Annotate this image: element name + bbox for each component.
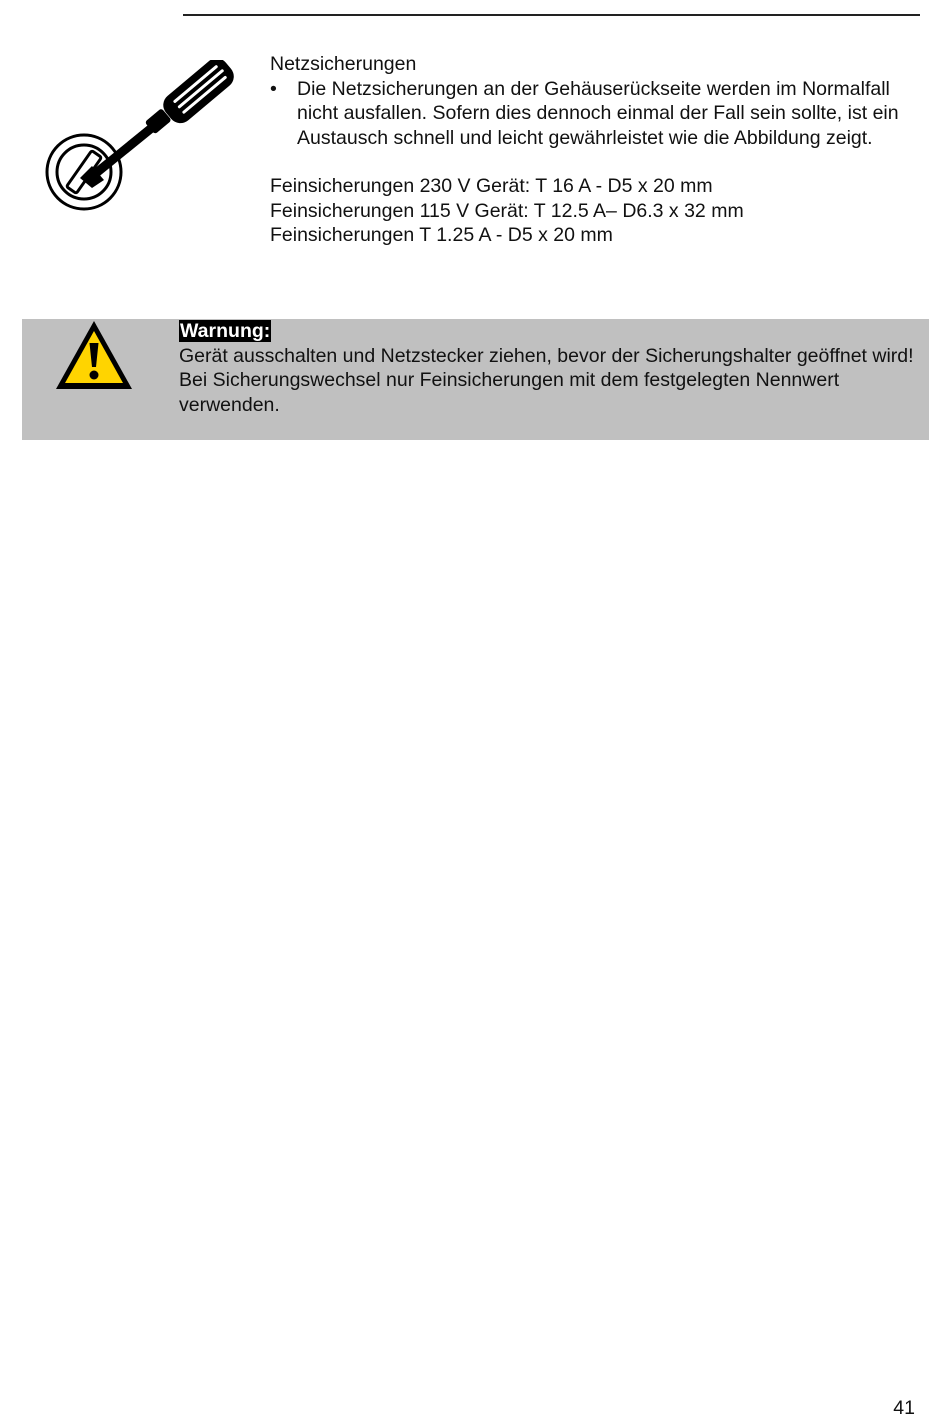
warning-label: Warnung: [180, 320, 271, 342]
screwdriver-fuse-icon [42, 60, 242, 220]
fuse-section [270, 52, 920, 248]
bullet-list [270, 77, 920, 151]
warning-box [22, 319, 929, 440]
warning-triangle-icon [54, 319, 134, 393]
list-item [270, 77, 920, 151]
bullet-icon: • [270, 77, 277, 100]
header-rule [183, 14, 920, 16]
section-heading: Netzsicherungen [270, 53, 417, 75]
fuse-specs [270, 174, 920, 248]
page-number: 41 [893, 1397, 915, 1419]
spec-line-t125: Feinsicherungen T 1.25 A - D5 x 20 mm [270, 224, 613, 246]
warning-line-fuse: Bei Sicherungswechsel nur Feinsicherungen mit dem festgelegten Nennwert verwenden. [179, 369, 840, 416]
bullet-text: Die Netzsicherungen an der Gehäuserückseite werden im Normalfall nicht ausfallen. Sofern dies dennoch einmal der Fall sein sollte, ist ein Austausch schnell und leicht gewährleistet wie die Abbildung zeigt. [297, 77, 899, 149]
spec-line-115v: Feinsicherungen 115 V Gerät: T 12.5 A– D6.3 x 32 mm [270, 199, 744, 222]
spec-line-230v: Feinsicherungen 230 V Gerät: T 16 A - D5 x 20 mm [270, 175, 713, 197]
warning-line-power: Gerät ausschalten und Netzstecker ziehen, bevor der Sicherungshalter geöffnet wird! [179, 344, 914, 367]
warning-text [179, 319, 919, 417]
